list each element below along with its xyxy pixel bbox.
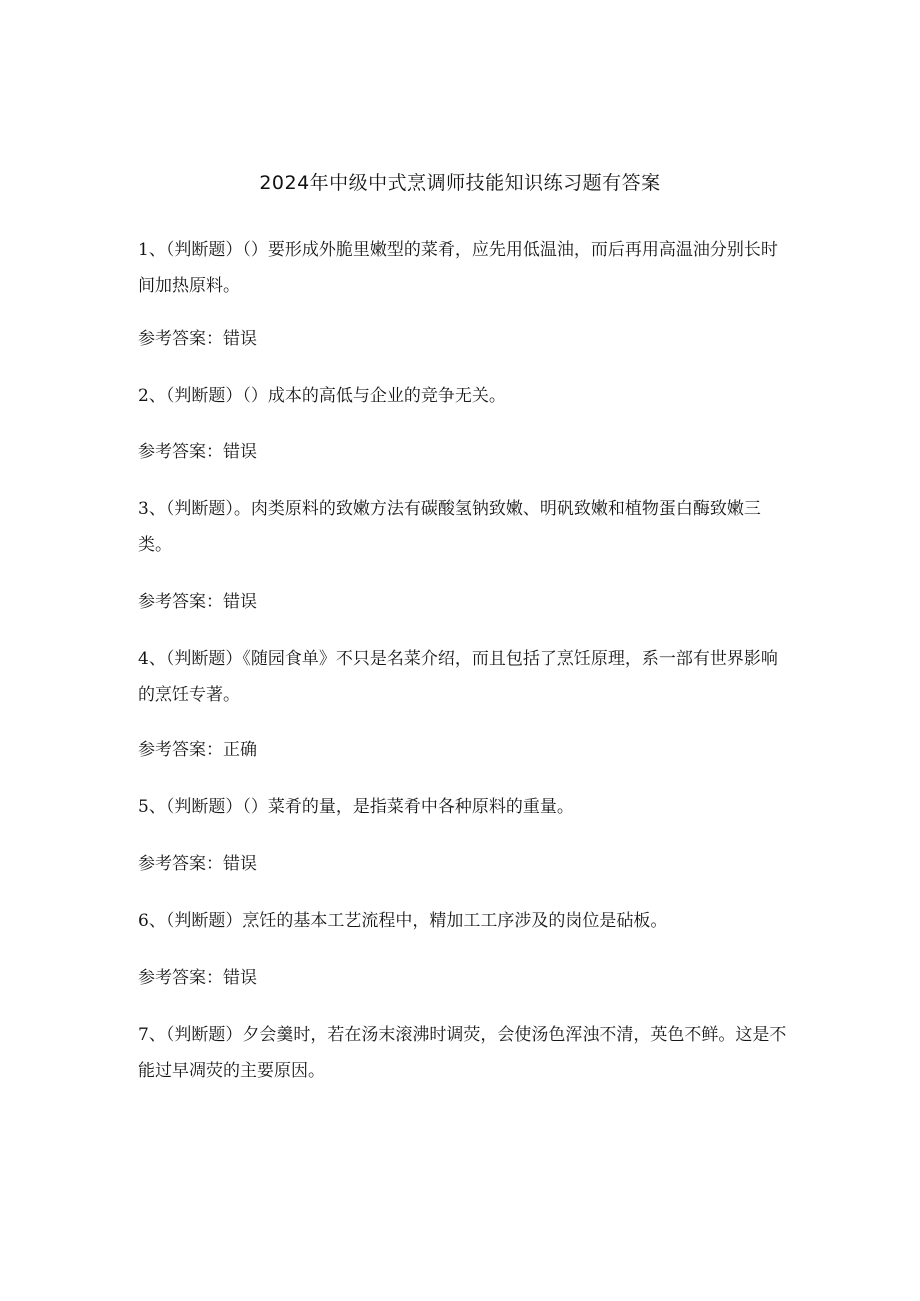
question-7: [138, 1017, 788, 1089]
answer-value: 错误: [223, 854, 257, 874]
question-text: 。肉类原料的致嫩方法有碳酸氢钠致嫩、明矾致嫩和植物蛋白酶致嫩三类。: [138, 499, 761, 555]
question-number: 4、: [138, 649, 166, 669]
question-text: 夕会羹时，若在汤末滚沸时调荧，会使汤色浑浊不清，英色不鲜。这是不能过早凋荧的主要原因。: [138, 1025, 787, 1081]
answer-value: 错误: [223, 592, 257, 612]
answer-label: 参考答案：: [138, 968, 223, 988]
question-5: [138, 789, 788, 825]
answer-label: 参考答案：: [138, 442, 223, 462]
question-6: [138, 903, 788, 939]
answer-value: 错误: [223, 442, 257, 462]
question-number: 1、: [138, 240, 166, 260]
question-2: [138, 378, 788, 414]
answer-3: [138, 584, 788, 620]
question-type: （判断题）: [165, 386, 243, 406]
answer-label: 参考答案：: [138, 854, 223, 874]
question-type: （判断题）: [165, 911, 243, 931]
question-number: 2、: [138, 386, 166, 406]
question-text: （）菜肴的量，是指菜肴中各种原料的重量。: [242, 797, 574, 817]
question-number: 6、: [138, 911, 166, 931]
question-type: （判断题）: [165, 649, 243, 669]
question-number: 3、: [138, 499, 166, 519]
answer-2: [138, 434, 788, 470]
question-type: （判断题）: [165, 797, 243, 817]
question-text: 烹饪的基本工艺流程中，精加工工序涉及的岗位是砧板。: [242, 911, 668, 931]
answer-4: [138, 732, 788, 768]
question-number: 5、: [138, 797, 166, 817]
question-number: 7、: [138, 1025, 166, 1045]
question-3: [138, 491, 788, 563]
answer-5: [138, 846, 788, 882]
answer-1: [138, 321, 788, 357]
question-4: [138, 641, 788, 713]
question-text: （）成本的高低与企业的竞争无关。: [242, 386, 506, 406]
question-type: （判断题）: [165, 1025, 243, 1045]
question-type: （判断题）: [165, 499, 234, 519]
answer-value: 正确: [223, 740, 257, 760]
question-text: 《随园食单》不只是名菜介绍，而且包括了烹饪原理，系一部有世界影响的烹饪专著。: [138, 649, 778, 705]
answer-label: 参考答案：: [138, 592, 223, 612]
answer-label: 参考答案：: [138, 329, 223, 349]
answer-6: [138, 960, 788, 996]
question-type: （判断题）: [165, 240, 243, 260]
question-text: （）要形成外脆里嫩型的菜肴，应先用低温油，而后再用高温油分别长时间加热原料。: [138, 240, 778, 296]
document-title: 2024年中级中式烹调师技能知识练习题有答案: [259, 172, 661, 194]
question-1: [138, 232, 788, 304]
answer-value: 错误: [223, 329, 257, 349]
answer-value: 错误: [223, 968, 257, 988]
answer-label: 参考答案：: [138, 740, 223, 760]
